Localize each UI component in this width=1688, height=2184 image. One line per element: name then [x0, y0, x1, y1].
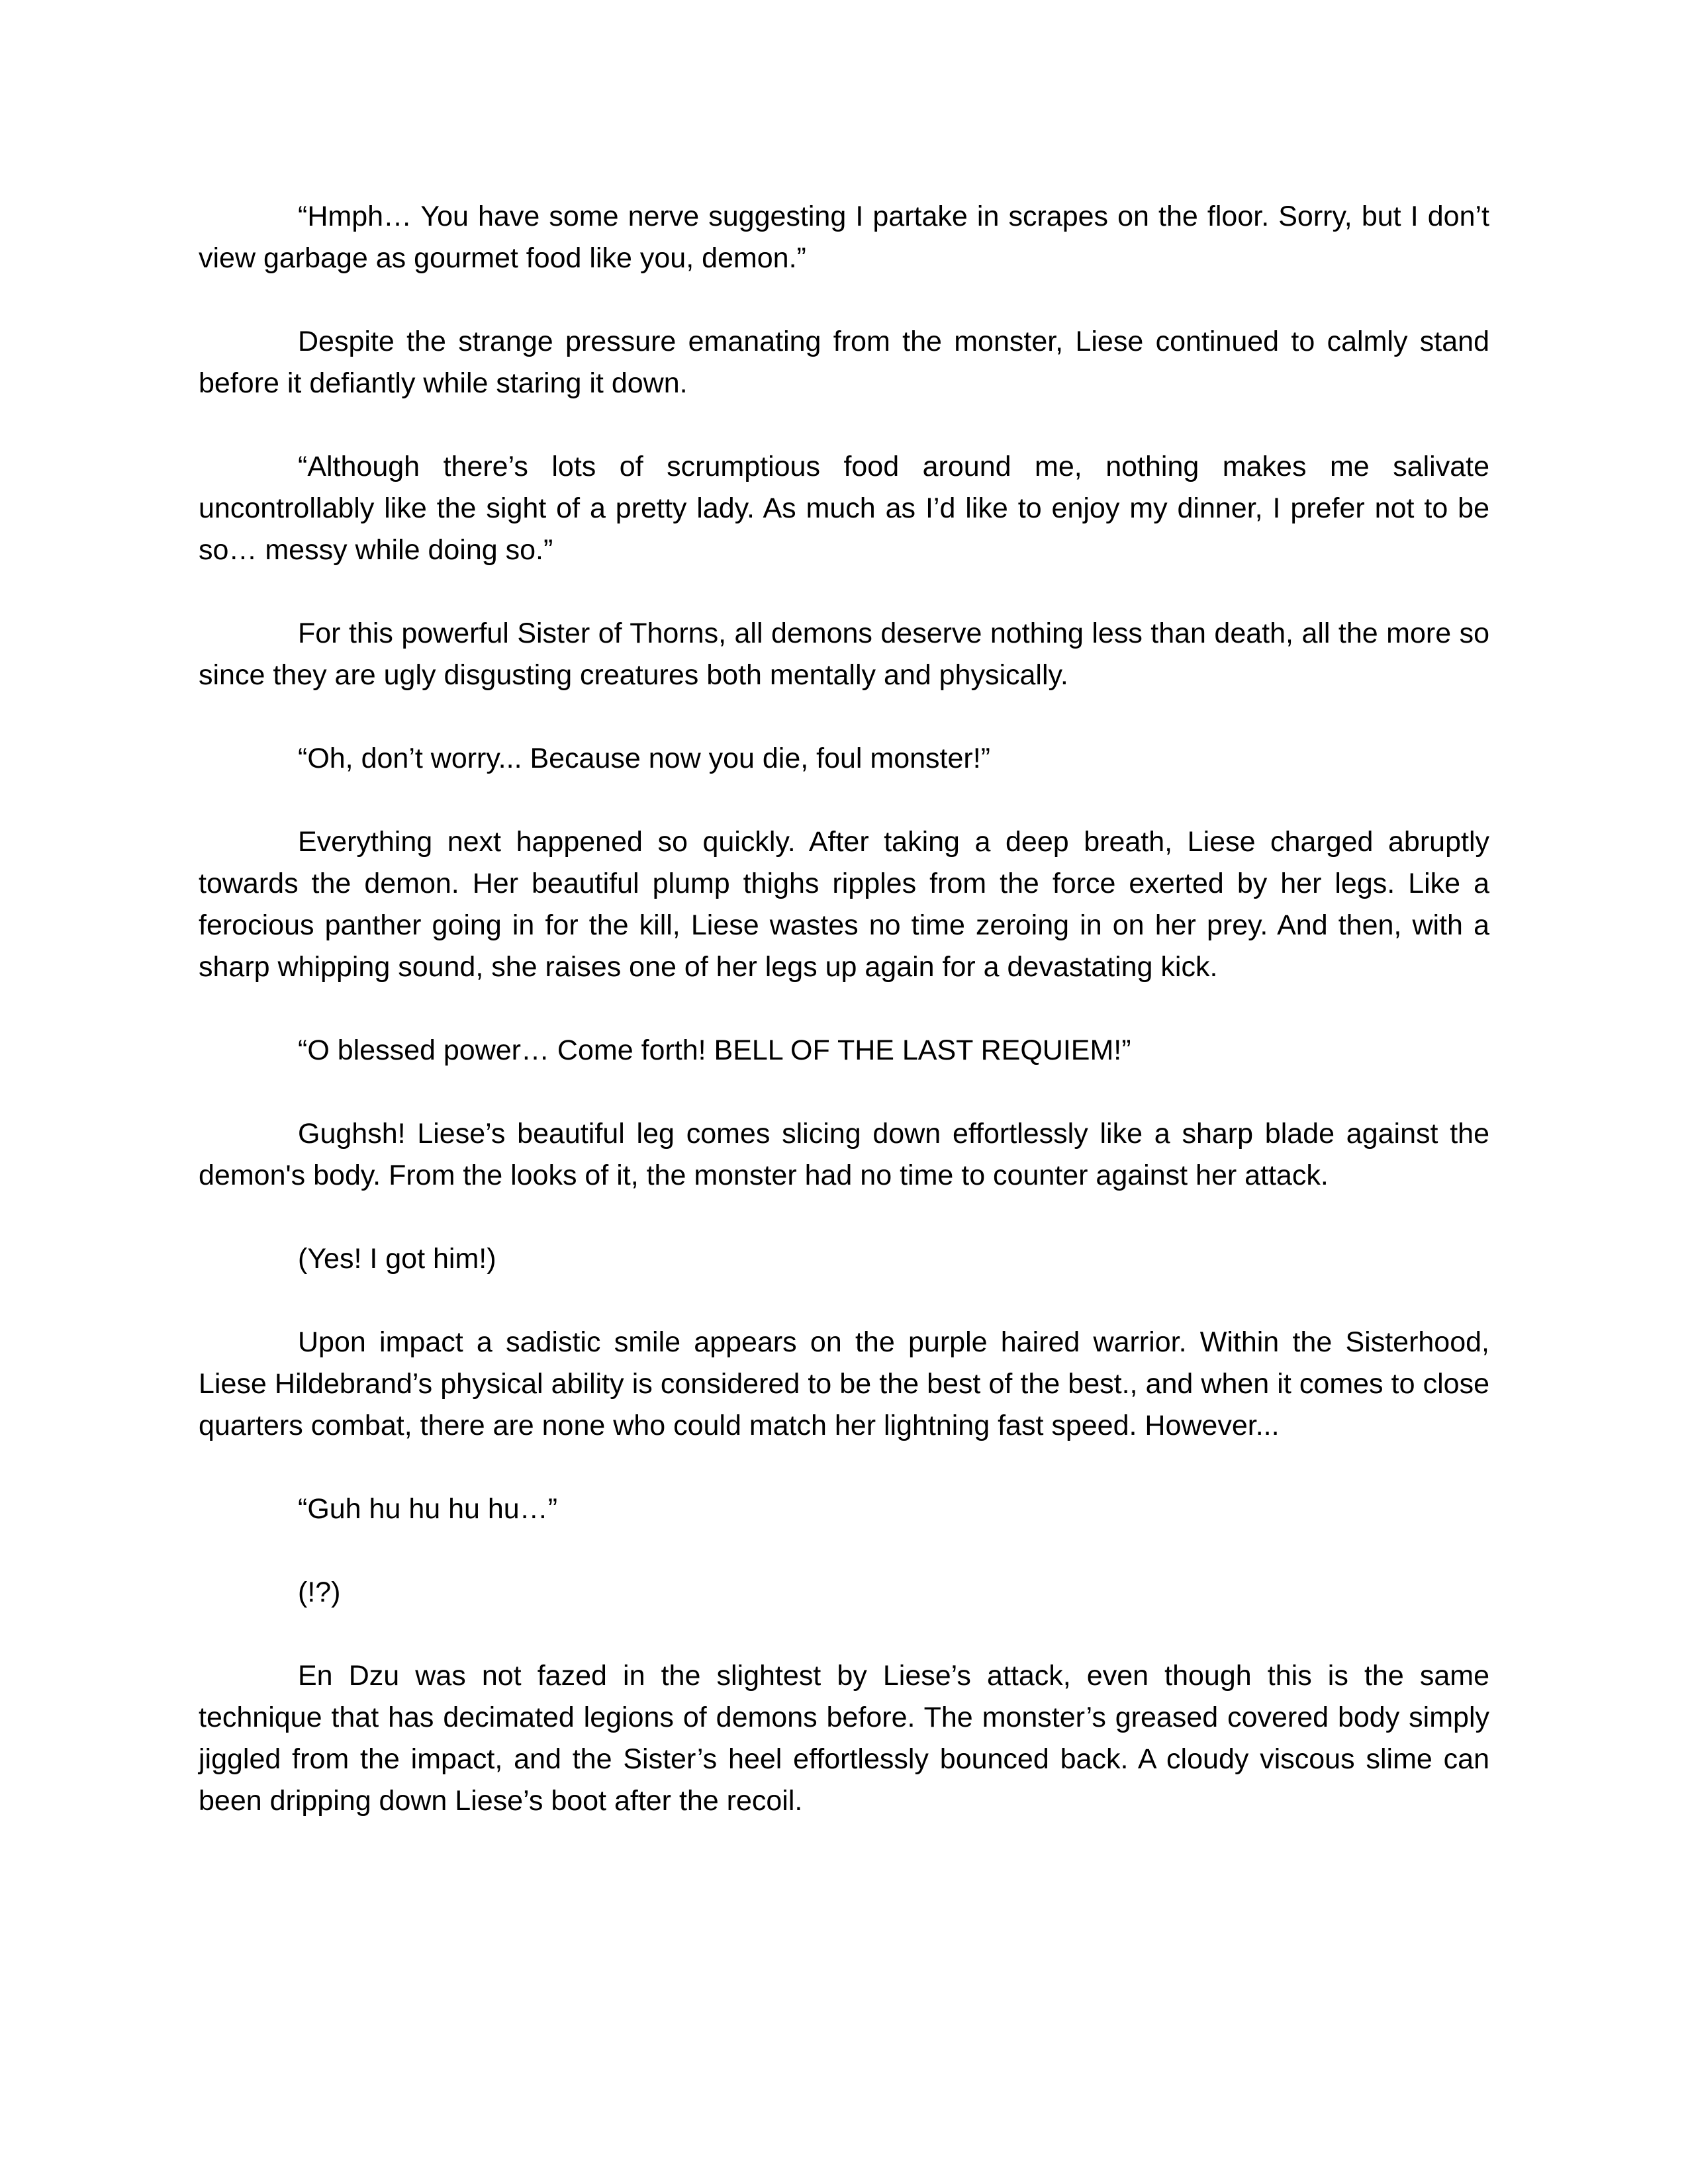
text-body — [199, 196, 1489, 1822]
paragraph: (!?) — [298, 1576, 341, 1608]
paragraph: Gughsh! Liese’s beautiful leg comes slicing down effortlessly like a sharp blade against the demon's body. From the looks of it, the monster had no time to counter against her attack. — [199, 1118, 1489, 1191]
paragraph: Everything next happened so quickly. After taking a deep breath, Liese charged abruptly towards the demon. Her beautiful plump thighs ripples from the force exerted by her legs. Like a ferocious panther going in for the kill, Liese wastes no time zeroing in on her prey. And then, with a sharp whipping sound, she raises one of her legs up again for a devastating kick. — [199, 826, 1489, 983]
paragraph: (Yes! I got him!) — [298, 1243, 496, 1275]
paragraph: “Guh hu hu hu hu…” — [298, 1493, 558, 1525]
paragraph: For this powerful Sister of Thorns, all demons deserve nothing less than death, all the more so since they are ugly disgusting creatures both mentally and physically. — [199, 617, 1489, 691]
paragraph: Upon impact a sadistic smile appears on the purple haired warrior. Within the Sisterhood, Liese Hildebrand’s physical ability is considered to be the best of the best., and when it comes to close quarters combat, there are none who could match her lightning fast speed. However... — [199, 1326, 1489, 1441]
paragraph: Despite the strange pressure emanating from the monster, Liese continued to calmly stand before it defiantly while staring it down. — [199, 326, 1489, 399]
paragraph: “Although there’s lots of scrumptious food around me, nothing makes me salivate uncontrollably like the sight of a pretty lady. As much as I’d like to enjoy my dinner, I prefer not to be so… messy while doing so.” — [199, 451, 1489, 566]
paragraph: “O blessed power… Come forth! BELL OF THE LAST REQUIEM!” — [298, 1034, 1131, 1066]
paragraph: En Dzu was not fazed in the slightest by Liese’s attack, even though this is the same technique that has decimated legions of demons before. The monster’s greased covered body simply jiggled from the impact, and the Sister’s heel effortlessly bounced back. A cloudy viscous slime can been dripping down Liese’s boot after the recoil. — [199, 1660, 1489, 1817]
paragraph: “Oh, don’t worry... Because now you die, foul monster!” — [298, 743, 991, 774]
paragraph: “Hmph… You have some nerve suggesting I partake in scrapes on the floor. Sorry, but I don’t view garbage as gourmet food like you, demon.” — [199, 201, 1489, 274]
